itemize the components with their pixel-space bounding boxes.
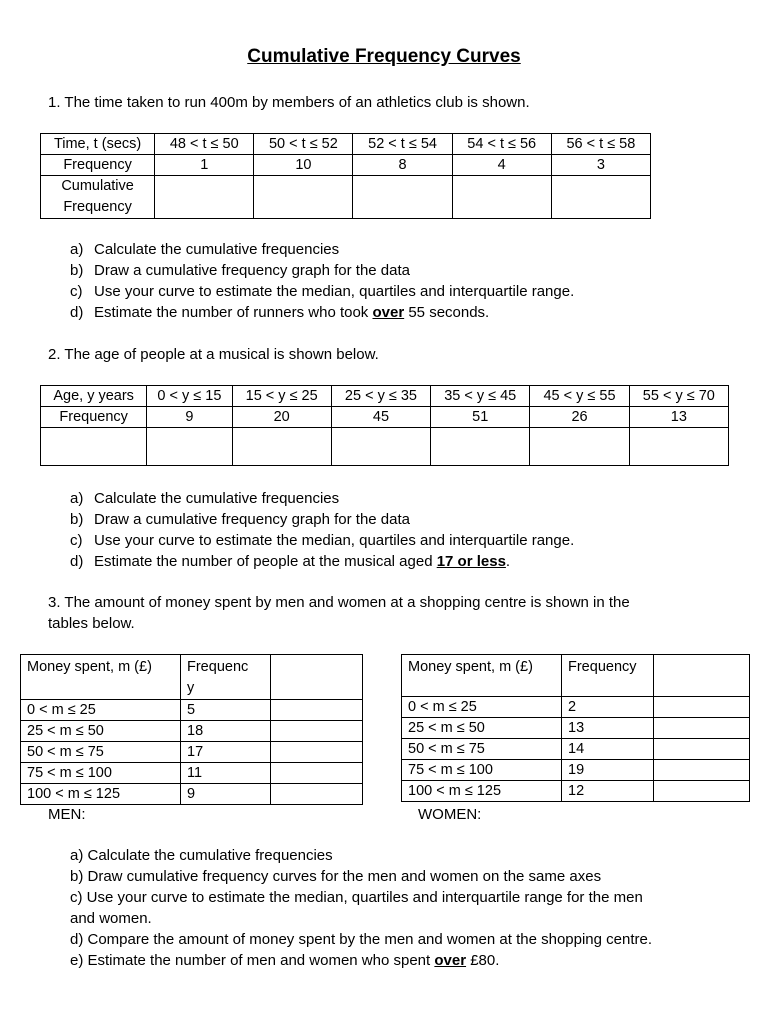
q1-part-text: Estimate the number of runners who took — [94, 304, 373, 321]
men-cumulative-answer-cell[interactable] — [271, 700, 363, 721]
q1-header-cell: Time, t (secs) — [41, 134, 155, 155]
men-row — [21, 784, 363, 805]
q3-part-e-emphasis: over — [434, 952, 467, 969]
q1-part-emphasis: over — [372, 304, 405, 321]
women-header-row — [402, 655, 750, 697]
q1-part-text: Draw a cumulative frequency graph for the data — [94, 262, 411, 279]
q2-part-text: Calculate the cumulative frequencies — [94, 490, 340, 507]
q2-frequency-cell: 26 — [530, 407, 629, 428]
women-range-cell: 25 < m ≤ 50 — [402, 718, 562, 739]
women-frequency-cell: 14 — [562, 739, 654, 760]
women-row — [402, 781, 750, 802]
women-range-cell: 0 < m ≤ 25 — [402, 697, 562, 718]
q1-cumulative-label-line2: Frequency — [63, 199, 132, 215]
q2-frequency-row — [41, 407, 729, 428]
men-frequency-cell: 17 — [181, 742, 271, 763]
men-frequency-cell: 11 — [181, 763, 271, 784]
q2-cumulative-row — [41, 428, 729, 466]
q2-blank-label-cell — [41, 428, 147, 466]
q1-part-text: Calculate the cumulative frequencies — [94, 241, 340, 258]
women-frequency-cell: 2 — [562, 697, 654, 718]
q2-header-cell: 35 < y ≤ 45 — [431, 386, 530, 407]
page-title: Cumulative Frequency Curves — [247, 46, 521, 67]
q2-header-row — [41, 386, 729, 407]
men-row — [21, 742, 363, 763]
q3-intro-line1: 3. The amount of money spent by men and women at a shopping centre is shown in the — [48, 594, 630, 611]
men-row — [21, 763, 363, 784]
q1-frequency-row — [41, 155, 651, 176]
q1-frequency-label: Frequency — [41, 155, 155, 176]
men-cumulative-header-cell[interactable] — [271, 655, 363, 700]
men-caption: MEN: — [48, 806, 86, 823]
women-cumulative-answer-cell[interactable] — [654, 739, 750, 760]
q1-frequency-cell: 3 — [551, 155, 650, 176]
men-cumulative-answer-cell[interactable] — [271, 721, 363, 742]
q2-cumulative-answer-cell[interactable] — [147, 428, 232, 466]
q1-cumulative-label-line1: Cumulative — [61, 178, 134, 194]
q1-part-letter: c) — [70, 283, 83, 300]
q2-header-cell: 15 < y ≤ 25 — [232, 386, 331, 407]
q1-frequency-cell: 4 — [452, 155, 551, 176]
women-header-money: Money spent, m (£) — [402, 655, 562, 697]
q1-part-d — [70, 302, 574, 323]
q1-part-b — [70, 260, 574, 281]
men-row — [21, 721, 363, 742]
women-header-frequency: Frequency — [562, 655, 654, 697]
q2-cumulative-answer-cell[interactable] — [530, 428, 629, 466]
q2-frequency-cell: 45 — [331, 407, 430, 428]
q2-header-cell: 0 < y ≤ 15 — [147, 386, 232, 407]
women-row — [402, 697, 750, 718]
men-range-cell: 0 < m ≤ 25 — [21, 700, 181, 721]
men-range-cell: 75 < m ≤ 100 — [21, 763, 181, 784]
men-header-frequency-line2: y — [187, 680, 195, 696]
q2-table — [40, 385, 729, 466]
q2-part-b — [70, 509, 574, 530]
q1-frequency-cell: 10 — [254, 155, 353, 176]
women-caption: WOMEN: — [418, 806, 482, 823]
q2-part-c — [70, 530, 574, 551]
men-header-frequency-line1: Frequenc — [187, 659, 249, 675]
q2-part-a — [70, 488, 574, 509]
q3-part-d: d) Compare the amount of money spent by the men and women at the shopping centre. — [70, 931, 653, 948]
q2-cumulative-answer-cell[interactable] — [629, 428, 728, 466]
q2-part-text: Draw a cumulative frequency graph for the data — [94, 511, 411, 528]
q3-part-c-line1: c) Use your curve to estimate the median, quartiles and interquartile range for the men — [70, 889, 643, 906]
q1-intro: 1. The time taken to run 400m by members of an athletics club is shown. — [48, 94, 530, 111]
q1-cumulative-answer-cell[interactable] — [353, 176, 452, 219]
women-cumulative-answer-cell[interactable] — [654, 697, 750, 718]
men-cumulative-answer-cell[interactable] — [271, 742, 363, 763]
q1-frequency-cell: 1 — [155, 155, 254, 176]
q1-part-letter: b) — [70, 262, 84, 279]
q2-cumulative-answer-cell[interactable] — [331, 428, 430, 466]
q1-header-cell: 52 < t ≤ 54 — [353, 134, 452, 155]
women-range-cell: 100 < m ≤ 125 — [402, 781, 562, 802]
q1-part-text: Use your curve to estimate the median, quartiles and interquartile range. — [94, 283, 575, 300]
q1-part-letter: a) — [70, 241, 84, 258]
q2-part-letter: b) — [70, 511, 84, 528]
women-frequency-cell: 12 — [562, 781, 654, 802]
women-cumulative-answer-cell[interactable] — [654, 760, 750, 781]
q2-part-d — [70, 551, 574, 572]
q3-part-c-line2: and women. — [70, 910, 152, 927]
q2-header-cell: 55 < y ≤ 70 — [629, 386, 728, 407]
men-frequency-cell: 18 — [181, 721, 271, 742]
men-cumulative-answer-cell[interactable] — [271, 763, 363, 784]
q3-parts — [70, 845, 652, 971]
q2-intro: 2. The age of people at a musical is shown below. — [48, 346, 379, 363]
q2-part-text-end: . — [505, 553, 511, 570]
q2-part-text: Use your curve to estimate the median, quartiles and interquartile range. — [94, 532, 575, 549]
q1-header-cell: 48 < t ≤ 50 — [155, 134, 254, 155]
women-cumulative-answer-cell[interactable] — [654, 718, 750, 739]
q2-frequency-cell: 51 — [431, 407, 530, 428]
q2-part-letter: c) — [70, 532, 83, 549]
q1-header-cell: 54 < t ≤ 56 — [452, 134, 551, 155]
q2-part-text: Estimate the number of people at the musical aged — [94, 553, 437, 570]
men-header-row — [21, 655, 363, 700]
women-row — [402, 739, 750, 760]
q3-part-e — [70, 950, 652, 971]
men-header-money: Money spent, m (£) — [21, 655, 181, 700]
men-range-cell: 25 < m ≤ 50 — [21, 721, 181, 742]
women-frequency-cell: 19 — [562, 760, 654, 781]
q1-part-c — [70, 281, 574, 302]
q3-part-a: a) Calculate the cumulative frequencies — [70, 847, 333, 864]
q1-cumulative-answer-cell[interactable] — [551, 176, 650, 219]
q1-cumulative-answer-cell[interactable] — [452, 176, 551, 219]
men-frequency-cell: 5 — [181, 700, 271, 721]
women-cumulative-header-cell[interactable] — [654, 655, 750, 697]
men-row — [21, 700, 363, 721]
men-frequency-cell: 9 — [181, 784, 271, 805]
q1-frequency-cell: 8 — [353, 155, 452, 176]
men-cumulative-answer-cell[interactable] — [271, 784, 363, 805]
q1-cumulative-answer-cell[interactable] — [155, 176, 254, 219]
q2-parts — [70, 488, 574, 572]
q3-intro-line2: tables below. — [48, 615, 135, 632]
women-row — [402, 718, 750, 739]
q2-cumulative-answer-cell[interactable] — [232, 428, 331, 466]
q2-part-emphasis: 17 or less — [436, 553, 506, 570]
q1-cumulative-label — [41, 176, 155, 219]
q1-part-text-end: 55 seconds. — [404, 304, 490, 321]
q1-header-cell: 56 < t ≤ 58 — [551, 134, 650, 155]
women-row — [402, 760, 750, 781]
q2-part-letter: d) — [70, 553, 84, 570]
q2-header-cell: Age, y years — [41, 386, 147, 407]
q1-part-letter: d) — [70, 304, 84, 321]
q1-header-row — [41, 134, 651, 155]
q1-part-a — [70, 239, 574, 260]
men-range-cell: 100 < m ≤ 125 — [21, 784, 181, 805]
q2-cumulative-answer-cell[interactable] — [431, 428, 530, 466]
q2-frequency-cell: 13 — [629, 407, 728, 428]
q3-part-e-text: e) Estimate the number of men and women who spent — [70, 952, 435, 969]
q2-frequency-label: Frequency — [41, 407, 147, 428]
q1-table — [40, 133, 651, 219]
q3-part-b: b) Draw cumulative frequency curves for the men and women on the same axes — [70, 868, 602, 885]
q2-frequency-cell: 9 — [147, 407, 232, 428]
q3-part-e-text-end: £80. — [466, 952, 500, 969]
women-cumulative-answer-cell[interactable] — [654, 781, 750, 802]
q1-parts — [70, 239, 574, 323]
men-table — [20, 654, 363, 805]
men-range-cell: 50 < m ≤ 75 — [21, 742, 181, 763]
women-table — [401, 654, 750, 802]
women-range-cell: 75 < m ≤ 100 — [402, 760, 562, 781]
women-frequency-cell: 13 — [562, 718, 654, 739]
q2-part-letter: a) — [70, 490, 84, 507]
q2-frequency-cell: 20 — [232, 407, 331, 428]
q1-cumulative-row — [41, 176, 651, 219]
q2-header-cell: 25 < y ≤ 35 — [331, 386, 430, 407]
q1-cumulative-answer-cell[interactable] — [254, 176, 353, 219]
men-header-frequency — [181, 655, 271, 700]
q3-intro — [48, 592, 630, 634]
q1-header-cell: 50 < t ≤ 52 — [254, 134, 353, 155]
q2-header-cell: 45 < y ≤ 55 — [530, 386, 629, 407]
women-range-cell: 50 < m ≤ 75 — [402, 739, 562, 760]
